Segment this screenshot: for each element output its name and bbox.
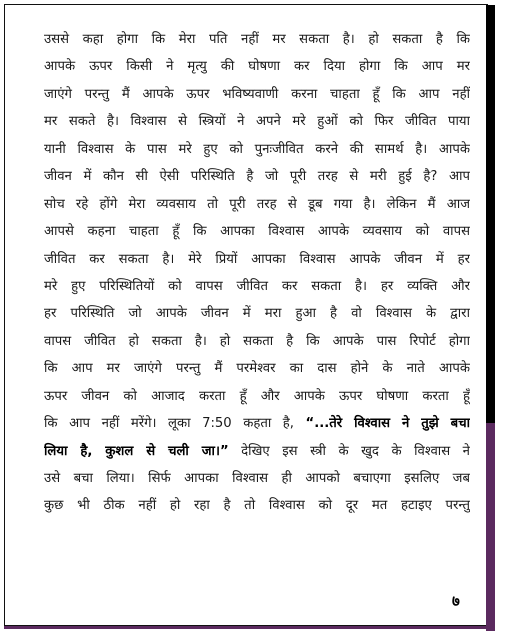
text-line: ऊपर जीवन को आजाद करता हूँ और आपके ऊपर घोषणा करता हूँ [44, 388, 470, 404]
text-line: जाएंगे परन्तु मैं आपके ऊपर भविष्यवाणी करना चाहता हूँ कि आप नहीं [44, 86, 470, 102]
side-bar-black [486, 5, 495, 423]
bottom-rule [4, 626, 490, 629]
text-line: मर सकते है। विश्वास से स्त्रियों ने अपने मरे हुओं को फिर जीवित पाया [44, 114, 470, 130]
text-line: जीवन में कौन सी ऐसी परिस्थिति है जो पूरी तरह से मरी हुई है? आप [44, 169, 470, 185]
text-line: उससे कहा होगा कि मेरा पति नहीं मर सकता है। हो सकता है कि [44, 32, 470, 47]
text-segment: देखिए इस स्त्री के खुद के विश्वास ने [228, 443, 470, 459]
scripture-quote: “...तेरे विश्वास ने तुझे बचा [305, 416, 470, 432]
text-line: मरे हुए परिस्थितियों को वापस जीवित कर सकता है। हर व्यक्ति और [44, 278, 470, 294]
text-line: सोच रहे होंगे मेरा व्यवसाय तो पूरी तरह से डूब गया है। लेकिन मैं आज [44, 196, 470, 212]
body-text [44, 26, 470, 520]
scripture-quote: लिया है, कुशल से चली जा।” [44, 443, 229, 459]
text-line: हर परिस्थिति जो आपके जीवन में मरा हुआ है वो विश्वास के द्वारा [44, 306, 470, 322]
text-line-with-quote-start [44, 410, 470, 437]
page-number: ७ [452, 592, 460, 610]
text-line: उसे बचा लिया। सिर्फ आपका विश्वास ही आपको बचाएगा इसलिए जब [44, 471, 470, 486]
text-line: आपके ऊपर किसी ने मृत्यु की घोषणा कर दिया होगा कि आप मर [44, 59, 470, 75]
text-line: आपसे कहना चाहता हूँ कि आपका विश्वास आपके व्यवसाय को वापस [44, 224, 470, 240]
text-line: वापस जीवित हो सकता है। हो सकता है कि आपके पास रिपोर्ट होगा [44, 333, 470, 349]
text-line: जीवित कर सकता है। मेरे प्रियों आपका विश्वास आपके जीवन में हर [44, 251, 470, 267]
text-line: कि आप मर जाएंगे परन्तु मैं परमेश्वर का दास होने के नाते आपके [44, 361, 470, 377]
side-bar-purple [486, 423, 495, 631]
text-segment: कि आप नहीं मरेंगे। लूका 7:50 कहता है, [44, 416, 306, 432]
text-line: कुछ भी ठीक नहीं हो रहा है तो विश्वास को दूर मत हटाइए परन्तु [44, 498, 470, 514]
text-line: यानी विश्वास के पास मरे हुए को पुनःजीवित करने की सामर्थ है। आपके [44, 141, 470, 157]
text-line-with-quote-end [44, 438, 470, 465]
